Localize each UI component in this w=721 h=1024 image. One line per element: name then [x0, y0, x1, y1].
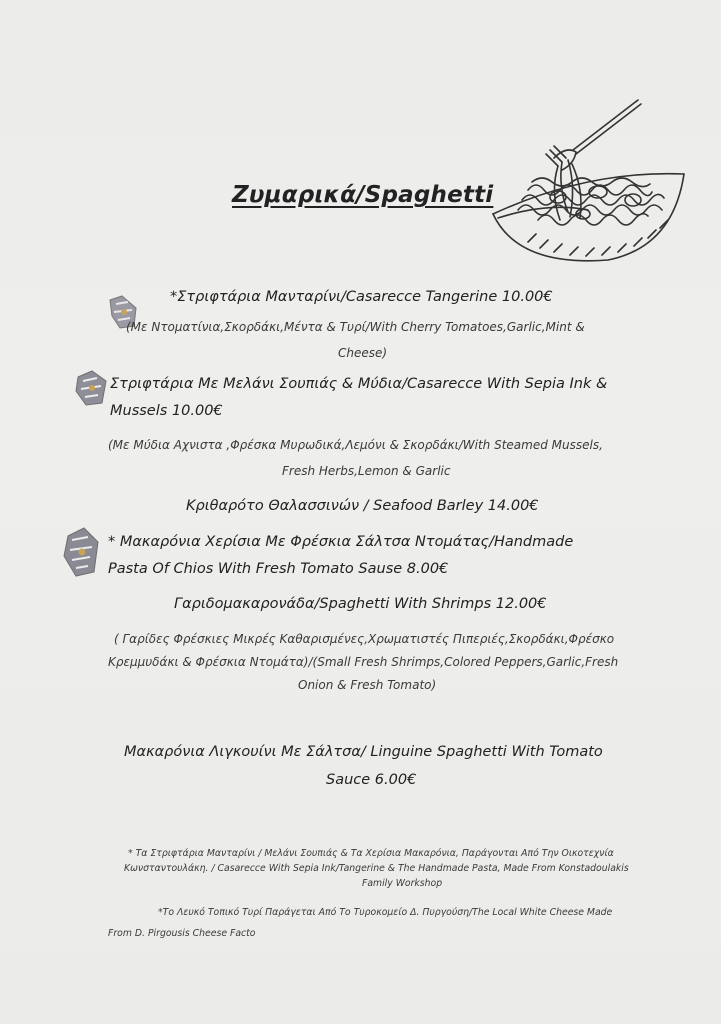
menu-item-linguine-price: Sauce 6.00€: [326, 772, 417, 788]
menu-item-spaghetti-shrimps: Γαριδομακαρονάδα/Spaghetti With Shrimps 12.00€: [174, 596, 547, 612]
item-description: Onion & Fresh Tomato): [298, 678, 437, 692]
item-description: (Με Ντοματίνια,Σκορδάκι,Μέντα & Τυρί/With Cherry Tomatoes,Garlic,Mint &: [126, 320, 585, 334]
menu-item-seafood-barley: Κριθαρότο Θαλασσινών / Seafood Barley 14.00€: [186, 498, 539, 514]
spaghetti-bowl-fork-icon: [488, 92, 688, 277]
patterned-tile-icon: [62, 526, 100, 578]
menu-item-casarecce-sepia-price: Mussels 10.00€: [110, 403, 223, 419]
item-description: Fresh Herbs,Lemon & Garlic: [282, 464, 451, 478]
footnote-cheese-origin: *Το Λευκό Τοπικό Τυρί Παράγεται Από Το Τυροκομείο Δ. Πυργούση/The Local White Cheese Made: [158, 907, 613, 918]
footnote-pasta-origin: * Τα Στριφτάρια Μανταρίνι / Μελάνι Σουπιάς & Τα Χερίσια Μακαρόνια, Παράγονται Από Την Οικοτεχνία: [128, 848, 614, 859]
item-description: (Με Μύδια Αχνιστα ,Φρέσκα Μυρωδικά,Λεμόνι & Σκορδάκι/With Steamed Mussels,: [108, 438, 603, 452]
patterned-tile-icon: [74, 369, 108, 407]
menu-item-linguine: Μακαρόνια Λιγκουίνι Με Σάλτσα/ Linguine Spaghetti With Tomato: [124, 744, 603, 760]
menu-item-casarecce-sepia: Στριφτάρια Με Μελάνι Σουπιάς & Μύδια/Casarecce With Sepia Ink &: [110, 376, 608, 392]
menu-item-casarecce-tangerine: *Στριφτάρια Μανταρίνι/Casarecce Tangerine 10.00€: [170, 289, 553, 305]
menu-item-handmade-pasta: * Μακαρόνια Χερίσια Με Φρέσκια Σάλτσα Ντομάτας/Handmade: [108, 534, 574, 550]
page-title: Ζυμαρικά/Spaghetti: [232, 182, 494, 208]
item-description: Cheese): [338, 346, 388, 360]
footnote-cheese-origin: From D. Pirgousis Cheese Facto: [108, 928, 256, 939]
menu-item-handmade-pasta-price: Pasta Of Chios With Fresh Tomato Sause 8.00€: [108, 561, 449, 577]
item-description: ( Γαρίδες Φρέσκιες Μικρές Καθαρισμένες,Χρωματιστές Πιπεριές,Σκορδάκι,Φρέσκο: [114, 632, 615, 646]
item-description: Κρεμμυδάκι & Φρέσκια Ντομάτα)/(Small Fresh Shrimps,Colored Peppers,Garlic,Fresh: [108, 655, 619, 669]
footnote-pasta-origin: Family Workshop: [362, 878, 443, 889]
footnote-pasta-origin: Κωνσταντουλάκη. / Casarecce With Sepia Ink/Tangerine & The Handmade Pasta, Made From Konstadoulakis: [124, 863, 629, 874]
